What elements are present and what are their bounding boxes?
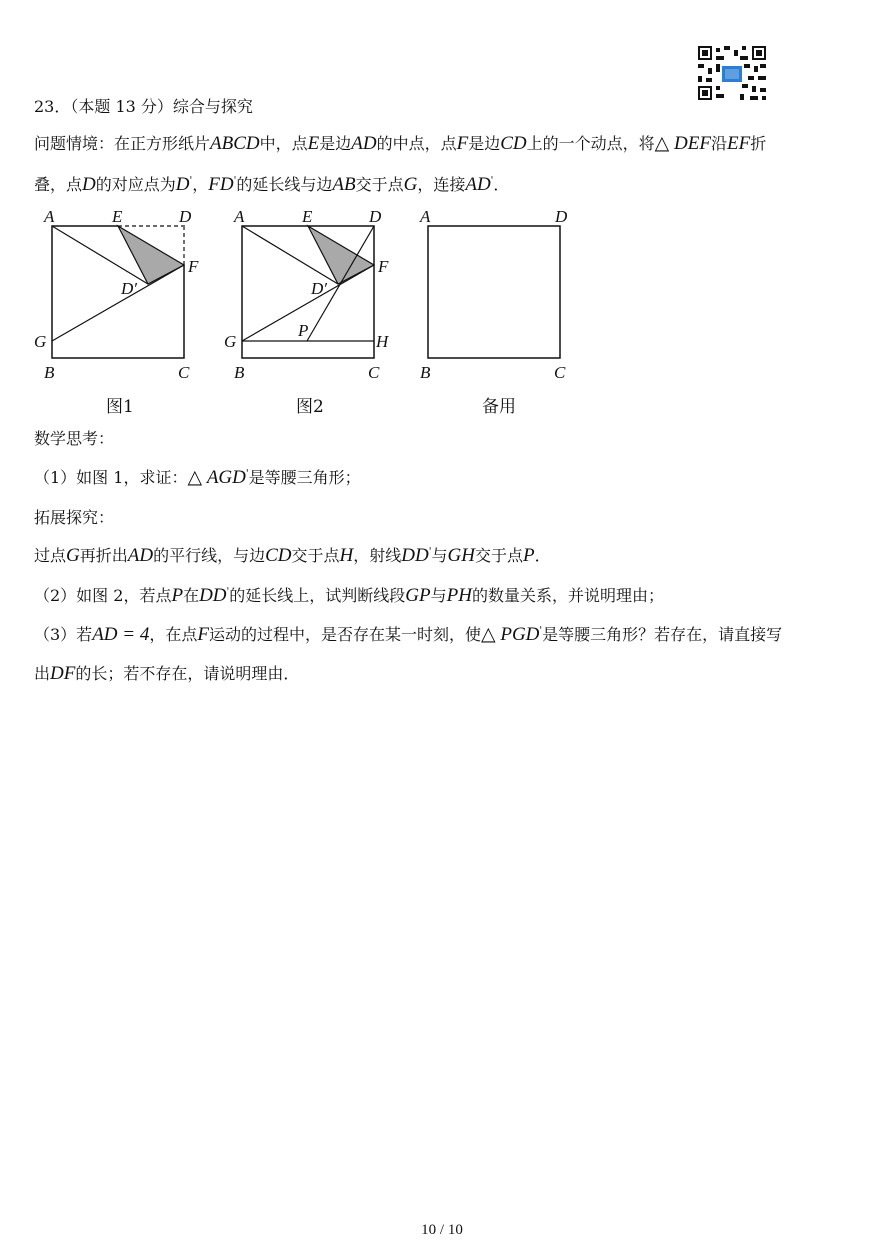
math: G	[403, 174, 418, 195]
text: 的长；若不存在，请说明理由．	[75, 664, 300, 683]
math: P	[522, 545, 535, 566]
spare-figure-caption: 备用	[482, 397, 516, 417]
situation-line-2	[34, 172, 509, 196]
text: 过点	[34, 546, 67, 565]
text: 在	[183, 586, 200, 605]
label-b: B	[234, 363, 245, 382]
extension-title: 拓展探究：	[34, 508, 115, 527]
label-f: F	[188, 257, 199, 276]
text: 出	[34, 664, 51, 683]
question-header	[34, 94, 253, 117]
math: ABCD	[210, 133, 260, 154]
math: DD	[401, 545, 429, 566]
text: （2）如图 2，若点	[34, 586, 172, 605]
figure-2-caption: 图2	[296, 397, 324, 417]
math: F	[197, 624, 209, 645]
text: ，	[192, 175, 209, 194]
math: F	[456, 133, 469, 154]
prime: '	[233, 175, 237, 187]
text: ，射线	[353, 546, 402, 565]
label-a: A	[420, 207, 431, 226]
qr-code-icon	[696, 46, 770, 104]
text: ，连接	[417, 175, 466, 194]
math: △ AGD	[187, 467, 246, 488]
question-3-line-1	[34, 622, 782, 646]
math: PH	[446, 585, 472, 606]
prime: '	[189, 175, 193, 187]
text: 运动的过程中，是否存在某一时刻，使	[208, 625, 481, 644]
text: 的数量关系，并说明理由；	[471, 586, 664, 605]
math: △ PGD	[480, 624, 540, 645]
label-g: G	[34, 332, 47, 351]
label-b: B	[420, 363, 431, 382]
page-number: 10 / 10	[421, 1222, 463, 1238]
text: 交于点	[355, 175, 404, 194]
figure-1-caption: 图1	[106, 397, 134, 417]
prime: '	[245, 468, 249, 480]
text: 的延长线上，试判断线段	[229, 586, 406, 605]
question-1	[34, 465, 361, 489]
text: 的延长线与边	[236, 175, 333, 194]
label-d: D	[369, 207, 382, 226]
math: CD	[265, 545, 292, 566]
text: 沿	[710, 134, 727, 153]
triangle-ed-f	[118, 226, 184, 284]
label-e: E	[112, 207, 123, 226]
text: 的平行线，与边	[153, 546, 266, 565]
math: GH	[447, 545, 475, 566]
text: 再折出	[79, 546, 128, 565]
prime: '	[539, 625, 543, 637]
math: AD	[465, 174, 491, 195]
math: D	[175, 174, 190, 195]
label-d-prime: D′	[311, 279, 327, 298]
math: FD	[208, 174, 234, 195]
math: H	[339, 545, 354, 566]
prime: '	[226, 586, 230, 598]
math: AD	[127, 545, 154, 566]
label-a: A	[234, 207, 245, 226]
math: AD	[351, 133, 377, 154]
segment-fg	[52, 265, 184, 341]
text: 问题情境：在正方形纸片	[34, 134, 211, 153]
spare-figure-diagram	[402, 202, 592, 387]
label-b: B	[44, 363, 55, 382]
label-d-prime: D′	[121, 279, 137, 298]
text: 与	[430, 586, 447, 605]
text: ，在点	[149, 625, 198, 644]
text: 叠，点	[34, 175, 83, 194]
math: AB	[332, 174, 356, 195]
question-2	[34, 583, 664, 607]
math: △ DEF	[654, 133, 711, 154]
square-abcd	[52, 226, 184, 358]
text: 是边	[468, 134, 501, 153]
label-d: D	[179, 207, 192, 226]
label-a: A	[44, 207, 55, 226]
math: GP	[405, 585, 431, 606]
text: 是等腰三角形；	[248, 468, 361, 487]
triangle-ed-f	[308, 226, 374, 284]
label-c: C	[368, 363, 380, 382]
text: （1）如图 1，求证：	[34, 468, 188, 487]
figure-2-diagram	[216, 202, 406, 387]
thinking-title: 数学思考：	[34, 429, 115, 448]
label-e: E	[302, 207, 313, 226]
label-f: F	[378, 257, 389, 276]
label-g: G	[224, 332, 237, 351]
math: D	[82, 174, 96, 195]
text: ．	[534, 546, 551, 565]
figure-1-diagram	[26, 202, 216, 387]
math: E	[307, 133, 320, 154]
question-3-line-2	[34, 661, 299, 685]
math: DF	[50, 663, 76, 684]
situation-line-1	[34, 131, 766, 155]
text: 是边	[319, 134, 352, 153]
label-c: C	[554, 363, 566, 382]
text: 的对应点为	[95, 175, 176, 194]
math: AD = 4	[92, 624, 150, 645]
text: 与	[431, 546, 448, 565]
text: 中，点	[259, 134, 308, 153]
text: 上的一个动点，将	[526, 134, 655, 153]
math: P	[171, 585, 184, 606]
extension-line	[34, 543, 551, 567]
prime: '	[428, 546, 432, 558]
label-d: D	[555, 207, 568, 226]
square-abcd	[428, 226, 560, 358]
label-c: C	[178, 363, 190, 382]
math: CD	[500, 133, 527, 154]
text: 交于点	[474, 546, 523, 565]
math: EF	[726, 133, 751, 154]
label-p: P	[298, 321, 309, 340]
prime: '	[490, 175, 494, 187]
text: 折	[750, 134, 767, 153]
text: （3）若	[34, 625, 93, 644]
math: DD	[199, 585, 227, 606]
text: 的中点，点	[376, 134, 457, 153]
text: 是等腰三角形？若存在，请直接写	[542, 625, 783, 644]
math: G	[66, 545, 80, 566]
text: 交于点	[291, 546, 340, 565]
label-h: H	[376, 332, 389, 351]
text: ．	[493, 175, 510, 194]
question-number: 23．（本题 13 分）综合与探究	[34, 97, 253, 116]
